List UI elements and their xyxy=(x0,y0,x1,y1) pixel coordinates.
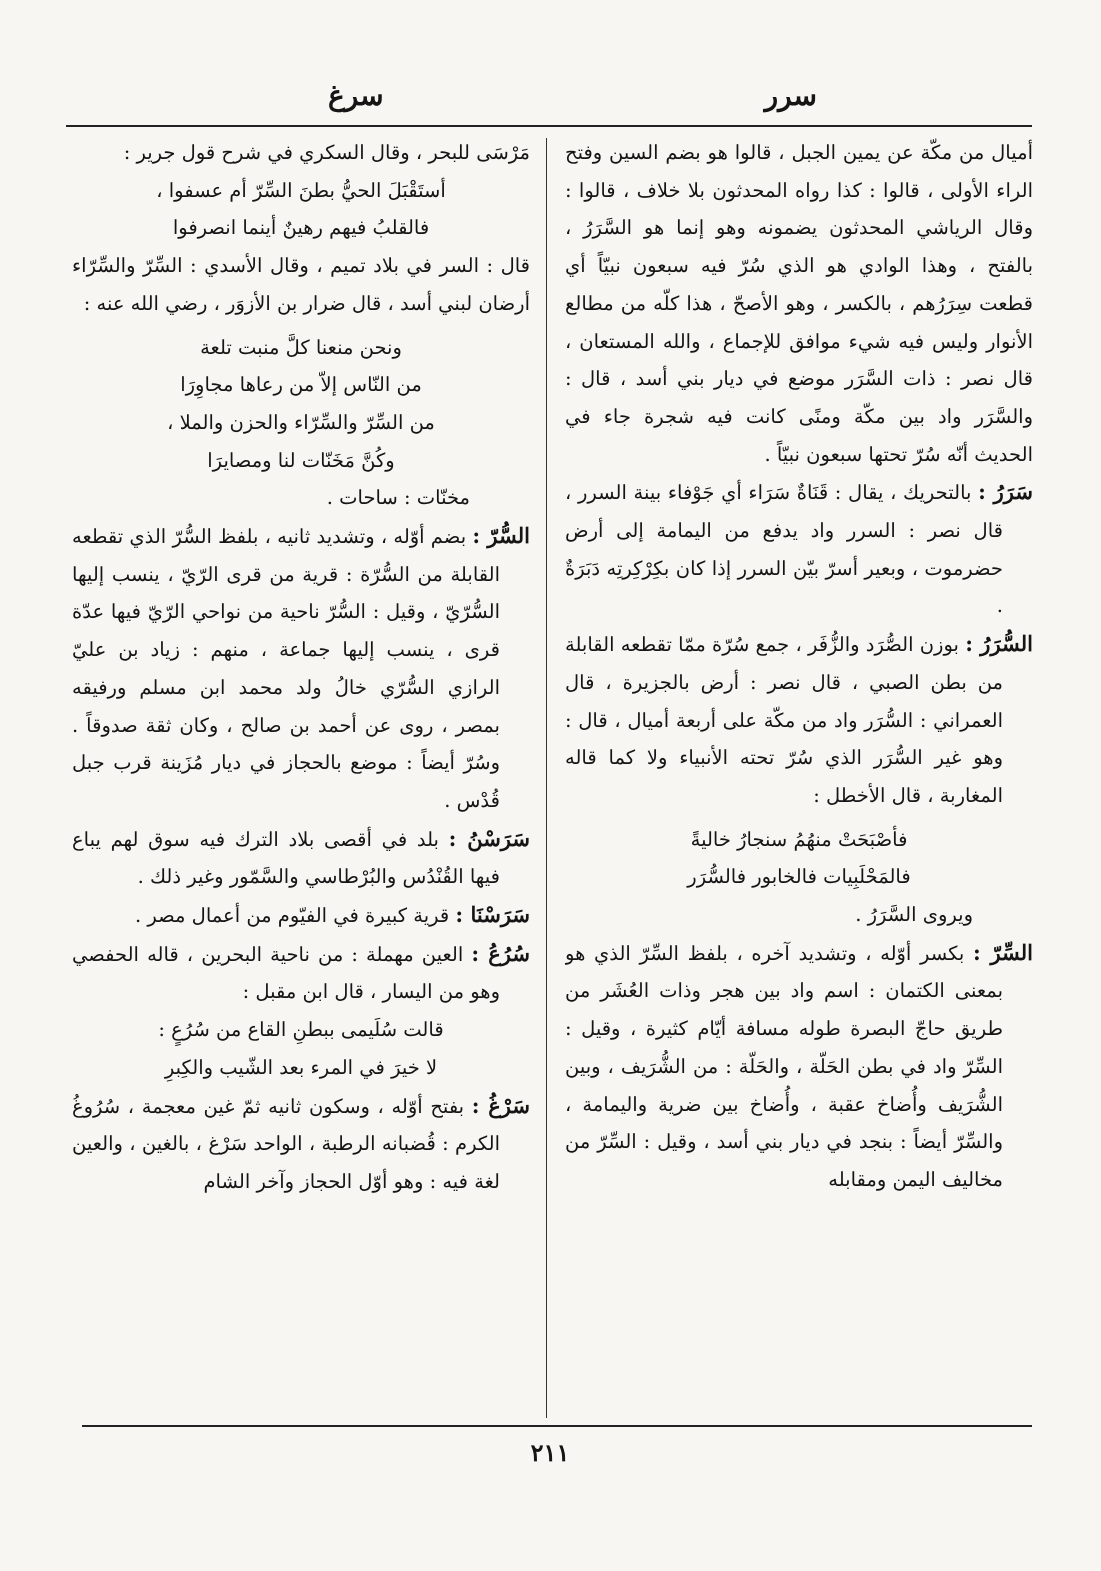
entry-body: بفتح أوّله ، وسكون ثانيه ثمّ غين معجمة ، سُرُوغُ الكرم : قُضبانه الرطبة ، الواحد سَرْغ ، بالغين ، والعين لغة فيه : وهو أوّل الحجاز وآخر الشام xyxy=(72,1094,500,1193)
entry-sarasna xyxy=(72,896,530,935)
verse-line: ونحن منعنا كلَّ منبت تلعة xyxy=(200,335,402,359)
right-column xyxy=(565,134,1033,1419)
left-running-headword: سرغ xyxy=(328,79,384,112)
entry-headword: سَرَسْنَا : xyxy=(455,902,530,928)
entry-body: العين مهملة : من ناحية البحرين ، قاله الحفصي وهو من اليسار ، قال ابن مقبل : xyxy=(72,942,500,1004)
verse-line: فالقلبُ فيهم رهينٌ أينما انصرفوا xyxy=(172,216,430,240)
left-column xyxy=(72,134,530,1419)
verse-line: وكُنَّ مَخَنّات لنا ومصايرَا xyxy=(207,448,395,472)
verse-line: من النّاس إلاّ من رعاها مجاوِرَا xyxy=(180,373,422,397)
entry-headword: السِّرّ : xyxy=(972,939,1033,965)
paragraph: قال : السر في بلاد تميم ، وقال الأسدي : السِّرّ والسِّرّاء أرضان لبني أسد ، قال ضرار بن الأزوَر ، رضي الله عنه : xyxy=(72,254,530,315)
continued-entry-text: مَرْسَى للبحر ، وقال السكري في شرح قول جرير : xyxy=(123,141,530,164)
entry-body: بلد في أقصى بلاد الترك فيه سوق لهم يباع فيها القُنْدُس والبُرْطاسي والسَّمّور وغير ذلك . xyxy=(72,827,500,889)
header-rule xyxy=(66,125,1032,127)
entry-body: بضم أوّله ، وتشديد ثانيه ، بلفظ السُّرّ الذي تقطعه القابلة من السُّرّة : قرية من قرى الرّيّ ، ينسب إليها السُّرّيّ ، وقيل : السُّرّ ناحية من نواحي الرّيّ فيها عدّة قرى ، ينسب إليها جماعة ، منهم : زياد بن عليّ الرازي السُّرّي خالُ ولد محمد ابن مسلم ورفيقه بمصر ، روى عن أحمد بن صالح ، وكان ثقة صدوقاً . وسُرّ أيضاً : موضع بالحجاز في ديار مُزَينة قرب جبل قُدْس . xyxy=(72,525,500,812)
entry-alsurr xyxy=(72,517,530,820)
entry-sargh xyxy=(72,1087,530,1201)
page-number: ٢١١ xyxy=(530,1438,570,1467)
entry-body: بوزن الصُّرَد والزُّفَر ، جمع سُرّة ممّا تقطعه القابلة من بطن الصبي ، قال نصر : أرض بالجزيرة ، قال العمراني : السُّرَر واد من مكّة على أربعة أميال ، قال : وهو غير السُّرَر الذي سُرّ تحته الأنبياء ولا كما قاله المغاربة ، قال الأخطل : xyxy=(565,633,1003,807)
entry-headword: سُرُعُ : xyxy=(471,940,530,966)
verse-note: ويروى السَّرَرُ . xyxy=(855,903,973,927)
gloss: مخنّات : ساحات . xyxy=(326,486,470,510)
verse-line: أستَقْبَلَ الحيُّ بطنَ السِّرّ أم عسفوا ، xyxy=(156,178,446,202)
entry-headword: سَرَرُ : xyxy=(978,479,1033,505)
verse-line: فأصْبَحَتْ منهُمُ سنجارُ خاليةً xyxy=(690,827,908,851)
entry-headword: سَرْغُ : xyxy=(471,1092,530,1118)
entry-body: قرية كبيرة في الفيّوم من أعمال مصر . xyxy=(134,904,450,928)
footer-rule xyxy=(82,1425,1032,1427)
entry-sarar xyxy=(565,473,1033,625)
right-running-headword: سرر xyxy=(764,79,817,112)
entry-surua xyxy=(72,935,530,1011)
entry-headword: السُّرَرُ : xyxy=(965,631,1033,657)
continued-entry-text: أميال من مكّة عن يمين الجبل ، قالوا هو بضم السين وفتح الراء الأولى ، قالوا : كذا رواه المحدثون بلا خلاف ، قالوا : وقال الرياشي المحدثون يضمونه وهو إنما هو السَّرَرُ ، بالفتح ، وهذا الوادي هو الذي سُرّ فيه سبعون نبيّاً أي قطعت سِرَرُهم ، بالكسر ، وهو الأصحّ ، هذا كلّه من مطالع الأنوار وليس فيه شيء موافق للإجماع ، والله المستعان ، قال نصر : ذات السَّرَر موضع في ديار بني أسد ، قال : والسَّرَر واد بين مكّة ومنًى كانت فيه شجرة جاء في الحديث أنّه سُرّ تحتها سبعون نبيّاً . xyxy=(565,141,1033,466)
entry-headword: السُّرّ : xyxy=(472,523,530,549)
column-divider xyxy=(546,138,547,1418)
entry-sarasn xyxy=(72,820,530,896)
entry-headword: سَرَسْنُ : xyxy=(448,825,530,851)
verse-line: فالمَحْلَبِيات فالخابور فالسُّرَر xyxy=(687,865,911,889)
entry-body: بالتحريك ، يقال : قَنَاةٌ سَرَاء أي جَوْفاء بينة السرر ، قال نصر : السرر واد يدفع من اليمامة إلى أرض حضرموت ، وبعير أسرّ بيّن السرر إذا كان بكِرْكِرتِه دَبَرَةٌ . xyxy=(565,481,1003,618)
entry-body: بكسر أوّله ، وتشديد آخره ، بلفظ السِّرّ الذي هو بمعنى الكتمان : اسم واد بين هجر وذات العُشَر من طريق حاجّ البصرة طوله مسافة أيّام كثيرة ، وقيل : السِّرّ واد في بطن الحَلّة ، والحَلّة : من الشُّرَيف ، وبين الشُّرَيف وأُضاخ عقبة ، وأُضاخ بين ضرية واليمامة ، والسِّرّ أيضاً : بنجد في ديار بني أسد ، وقيل : السِّرّ من مخاليف اليمن ومقابله xyxy=(565,941,1003,1191)
verse-line: قالت سُلَيمى ببطنِ القاع من سُرُعٍ : xyxy=(158,1018,444,1042)
entry-alsurar xyxy=(565,625,1033,815)
page-header xyxy=(66,78,1032,118)
verse-line: من السِّرّ والسِّرّاء والحزن والملا ، xyxy=(167,410,435,434)
entry-alsirr xyxy=(565,934,1033,1199)
verse-line: لا خيرَ في المرء بعد الشّيب والكِبرِ xyxy=(164,1055,438,1079)
